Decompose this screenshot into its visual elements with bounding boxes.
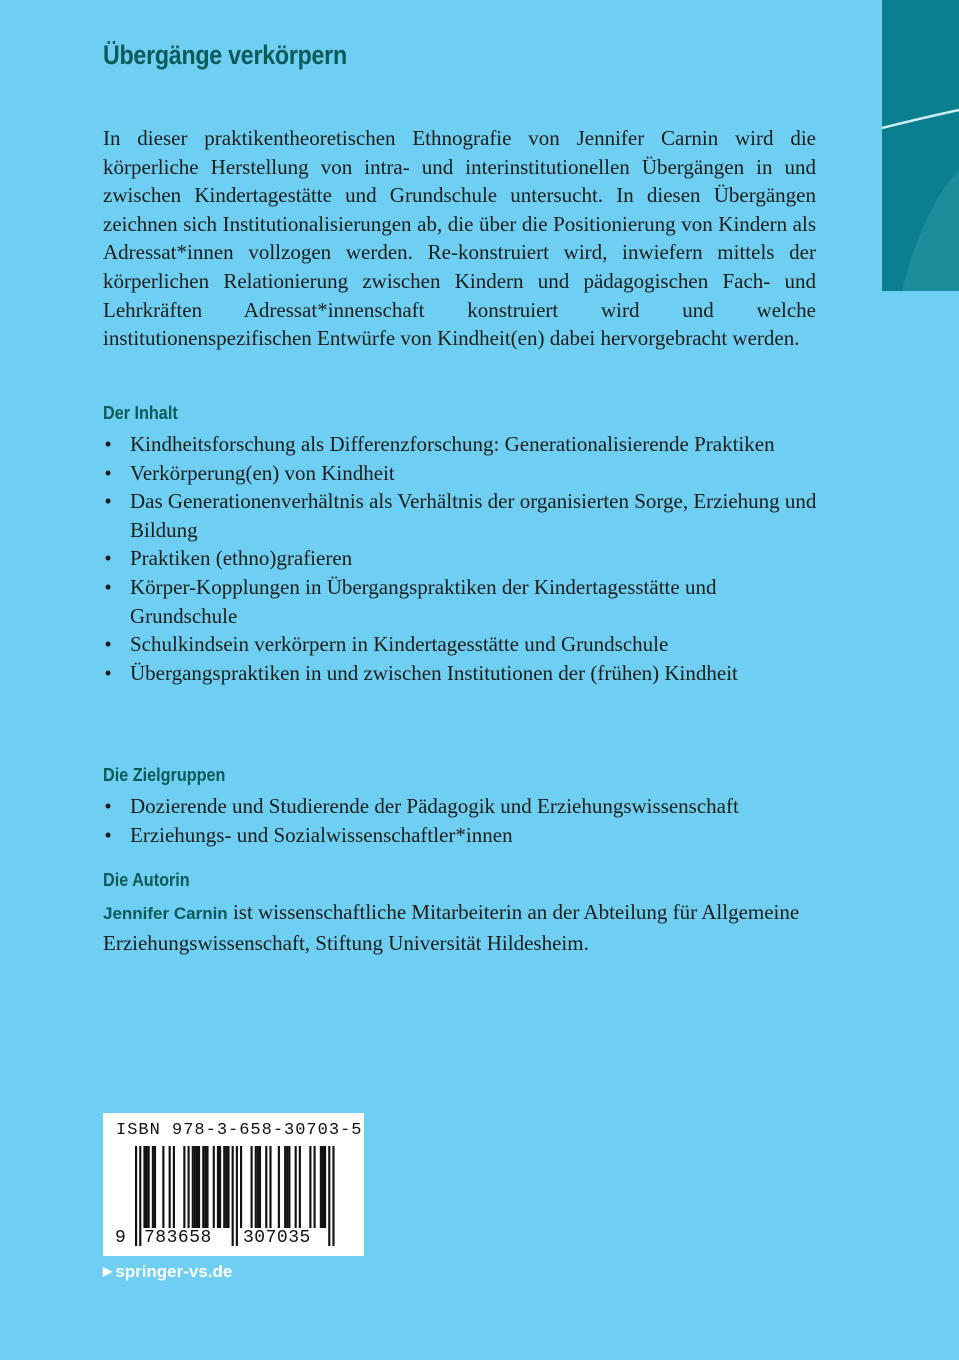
barcode-bar xyxy=(135,1146,137,1246)
barcode-bar xyxy=(192,1146,194,1228)
barcode-bar xyxy=(213,1146,215,1228)
author-bio-text: ist wissenschaftliche Mitarbeiterin an der Abteilung für Allgemeine Erziehungswissenschaft, Stiftung Universität Hildesheim. xyxy=(103,900,800,955)
barcode-bar xyxy=(219,1146,221,1228)
barcode-bar xyxy=(162,1146,164,1228)
book-title: Übergänge verkörpern xyxy=(103,40,347,70)
barcode-bar xyxy=(259,1146,261,1228)
ean-right-digits: 307035 xyxy=(243,1228,311,1248)
barcode-bar xyxy=(251,1146,253,1228)
intro-paragraph: In dieser praktikentheoretischen Ethnografie von Jennifer Carnin wird die körperliche Herstellung von intra- und interinstitutionellen Übergängen in und zwischen Kindertagestätte und Grundschule untersucht. In diesen Übergängen zeichnen sich Institutionalisierungen ab, die über die Positionierung von Kindern als Adressat*innen vollzogen werden. Re-konstruiert wird, inwiefern mittels der körperlichen Relationierung zwischen Kindern und pädagogischen Fach- und Lehrkräften Adressat*innenschaft konstruiert wird und welche institutionenspezifischen Entwürfe von Kindheit(en) dabei hervorgebracht werden. xyxy=(103,126,816,351)
barcode-bar xyxy=(286,1146,288,1228)
list-item: • Körper-Kopplungen in Übergangspraktiken der Kindertagesstätte und Grundschule xyxy=(104,574,717,628)
barcode-bar xyxy=(284,1146,286,1228)
ean-left-digits: 783658 xyxy=(144,1228,212,1248)
barcode-bar xyxy=(152,1146,154,1228)
list-item: • Verkörperung(en) von Kindheit xyxy=(104,460,395,485)
isbn-barcode xyxy=(103,1113,364,1256)
barcode-bar xyxy=(217,1146,219,1228)
list-item: • Schulkindsein verkörpern in Kindertagesstätte und Grundschule xyxy=(104,632,669,657)
barcode-bar xyxy=(255,1146,257,1228)
barcode-bar xyxy=(198,1146,200,1228)
audience-heading: Die Zielgruppen xyxy=(103,765,226,785)
barcode-bar xyxy=(269,1146,271,1228)
barcode-bar xyxy=(299,1146,301,1228)
barcode-bar xyxy=(324,1146,326,1228)
barcode-bar xyxy=(295,1146,297,1228)
barcode-bar xyxy=(223,1146,225,1228)
ean-first-digit: 9 xyxy=(115,1228,127,1248)
list-item: • Erziehungs- und Sozialwissenschaftler*innen xyxy=(104,822,513,847)
barcode-bar xyxy=(188,1146,190,1228)
list-item: • Dozierende und Studierende der Pädagogik und Erziehungswissenschaft xyxy=(104,794,739,818)
barcode-bar xyxy=(169,1146,171,1228)
barcode-bar xyxy=(146,1146,148,1228)
barcode-bar xyxy=(257,1146,259,1228)
barcode-bars xyxy=(103,1113,364,1256)
contents-list xyxy=(103,430,823,687)
barcode-bar xyxy=(232,1146,234,1246)
barcode-bar xyxy=(288,1146,290,1228)
barcode-bar xyxy=(139,1146,141,1246)
barcode-bar xyxy=(194,1146,196,1228)
author-bio xyxy=(103,898,816,957)
audience-list xyxy=(103,792,823,849)
list-item: • Übergangspraktiken in und zwischen Institutionen der (frühen) Kindheit xyxy=(104,660,738,685)
contents-heading: Der Inhalt xyxy=(103,403,178,423)
barcode-bar xyxy=(328,1146,330,1246)
barcode-bar xyxy=(173,1146,175,1228)
list-item: • Praktiken (ethno)grafieren xyxy=(104,546,353,571)
barcode-bar xyxy=(265,1146,267,1228)
barcode-bar xyxy=(204,1146,206,1228)
corner-decoration xyxy=(882,0,959,291)
barcode-bar xyxy=(240,1146,242,1228)
barcode-bar xyxy=(227,1146,229,1228)
author-name: Jennifer Carnin xyxy=(103,904,228,923)
barcode-bar xyxy=(236,1146,238,1246)
publisher-link[interactable]: ▶ springer-vs.de xyxy=(103,1262,233,1281)
barcode-bar xyxy=(225,1146,227,1228)
list-item: • Kindheitsforschung als Differenzforschung: Generationalisierende Praktiken xyxy=(104,432,775,456)
barcode-bar xyxy=(154,1146,156,1228)
barcode-bar xyxy=(206,1146,208,1228)
barcode-bar xyxy=(320,1146,322,1228)
barcode-bar xyxy=(196,1146,198,1228)
barcode-bar xyxy=(148,1146,150,1228)
barcode-bar xyxy=(309,1146,311,1228)
barcode-bar xyxy=(143,1146,145,1228)
barcode-bar xyxy=(202,1146,204,1228)
isbn-label: ISBN 978-3-658-30703-5 xyxy=(116,1121,363,1140)
barcode-bar xyxy=(332,1146,334,1246)
barcode-bar xyxy=(314,1146,316,1228)
barcode-bar xyxy=(183,1146,185,1228)
barcode-bar xyxy=(322,1146,324,1228)
list-item: • Das Generationenverhältnis als Verhältnis der organisierten Sorge, Erziehung und Bildung xyxy=(104,489,817,542)
barcode-bar xyxy=(278,1146,280,1228)
author-heading: Die Autorin xyxy=(103,870,190,890)
play-arrow-icon: ▶ xyxy=(103,1264,113,1278)
